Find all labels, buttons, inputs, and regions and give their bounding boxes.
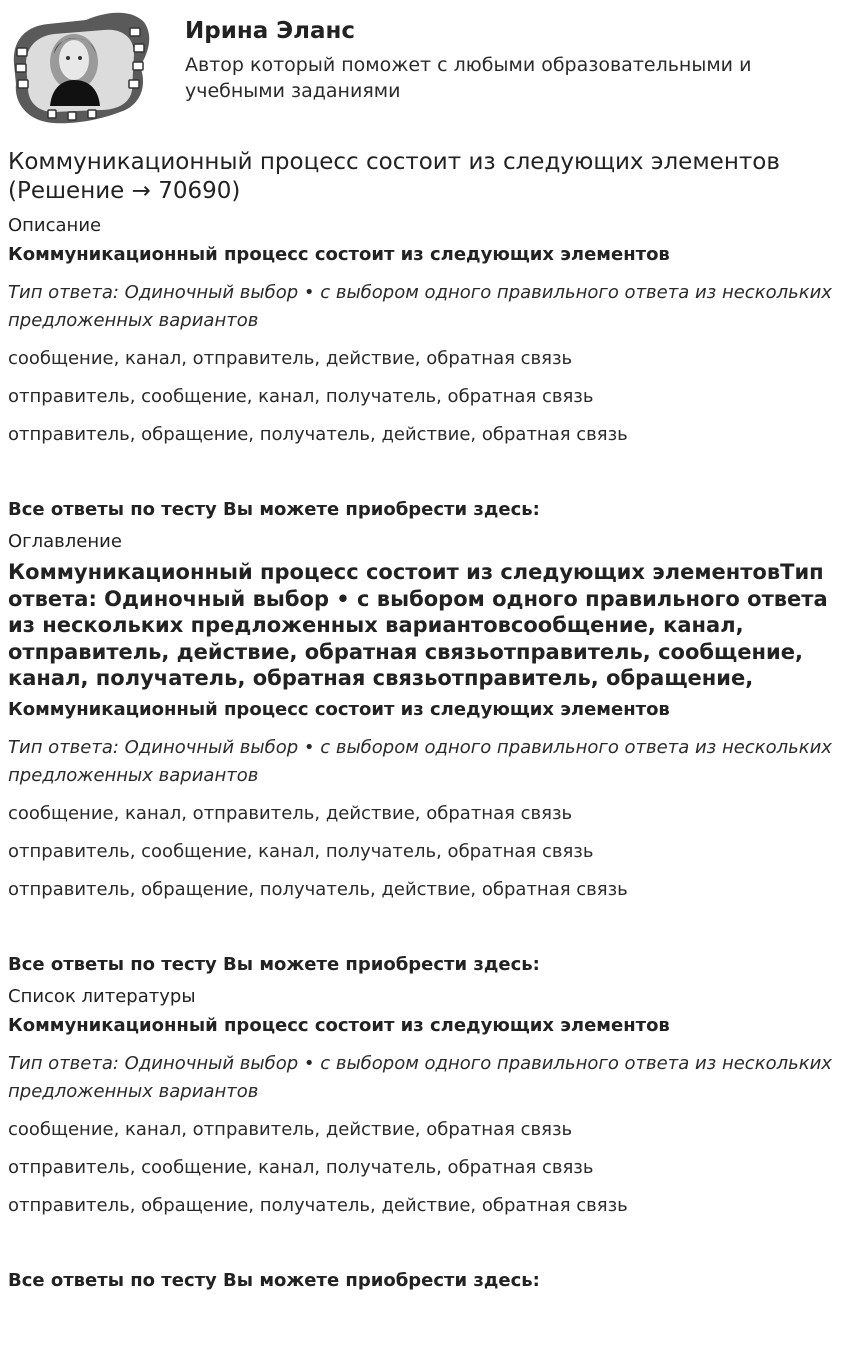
question-title: Коммуникационный процесс состоит из следующих элементов [8,244,670,265]
answer-option: отправитель, сообщение, канал, получатель, обратная связь [8,1156,594,1178]
literature-label: Список литературы [8,985,196,1007]
author-description: Автор который поможет с любыми образовательными и учебными заданиями [185,54,752,102]
toc-label: Оглавление [8,531,122,552]
question-title: Коммуникационный процесс состоит из следующих элементов [8,1014,670,1036]
page-title: Коммуникационный процесс состоит из следующих элементов (Решение → 70690) [8,149,780,204]
buy-answers-text: Все ответы по тесту Вы можете приобрести здесь: [8,499,540,520]
author-name[interactable]: Ирина Эланс [185,18,356,44]
answer-option: отправитель, обращение, получатель, действие, обратная связь [8,1194,628,1216]
answer-option: отправитель, сообщение, канал, получатель, обратная связь [8,840,594,862]
description-label: Описание [8,215,102,236]
buy-answers-text: Все ответы по тесту Вы можете приобрести здесь: [8,953,540,975]
author-avatar[interactable] [8,6,153,126]
toc-heading: Коммуникационный процесс состоит из следующих элементовТип ответа: Одиночный выбор • с выбором одного правильного ответа из нескольких предложенных вариантовсообщение, канал, отправитель, действие, обратная связьотправитель, сообщение, канал, получатель, обратная связьотправитель, обращение, [8,560,828,690]
answer-type: Тип ответа: Одиночный выбор • с выбором одного правильного ответа из нескольких предложенных вариантов [8,282,832,331]
answer-option: отправитель, сообщение, канал, получатель, обратная связь [8,386,594,407]
answer-type: Тип ответа: Одиночный выбор • с выбором одного правильного ответа из нескольких предложенных вариантов [8,1052,832,1102]
answer-option: сообщение, канал, отправитель, действие, обратная связь [8,802,573,824]
answer-option: отправитель, обращение, получатель, действие, обратная связь [8,878,628,900]
answer-type: Тип ответа: Одиночный выбор • с выбором одного правильного ответа из нескольких предложенных вариантов [8,736,832,786]
buy-answers-text: Все ответы по тесту Вы можете приобрести здесь: [8,1269,540,1291]
answer-option: отправитель, обращение, получатель, действие, обратная связь [8,424,628,445]
answer-option: сообщение, канал, отправитель, действие, обратная связь [8,348,573,369]
question-title: Коммуникационный процесс состоит из следующих элементов [8,698,670,720]
main-content [8,148,838,1293]
answer-option: сообщение, канал, отправитель, действие, обратная связь [8,1118,573,1140]
author-header [8,6,838,128]
